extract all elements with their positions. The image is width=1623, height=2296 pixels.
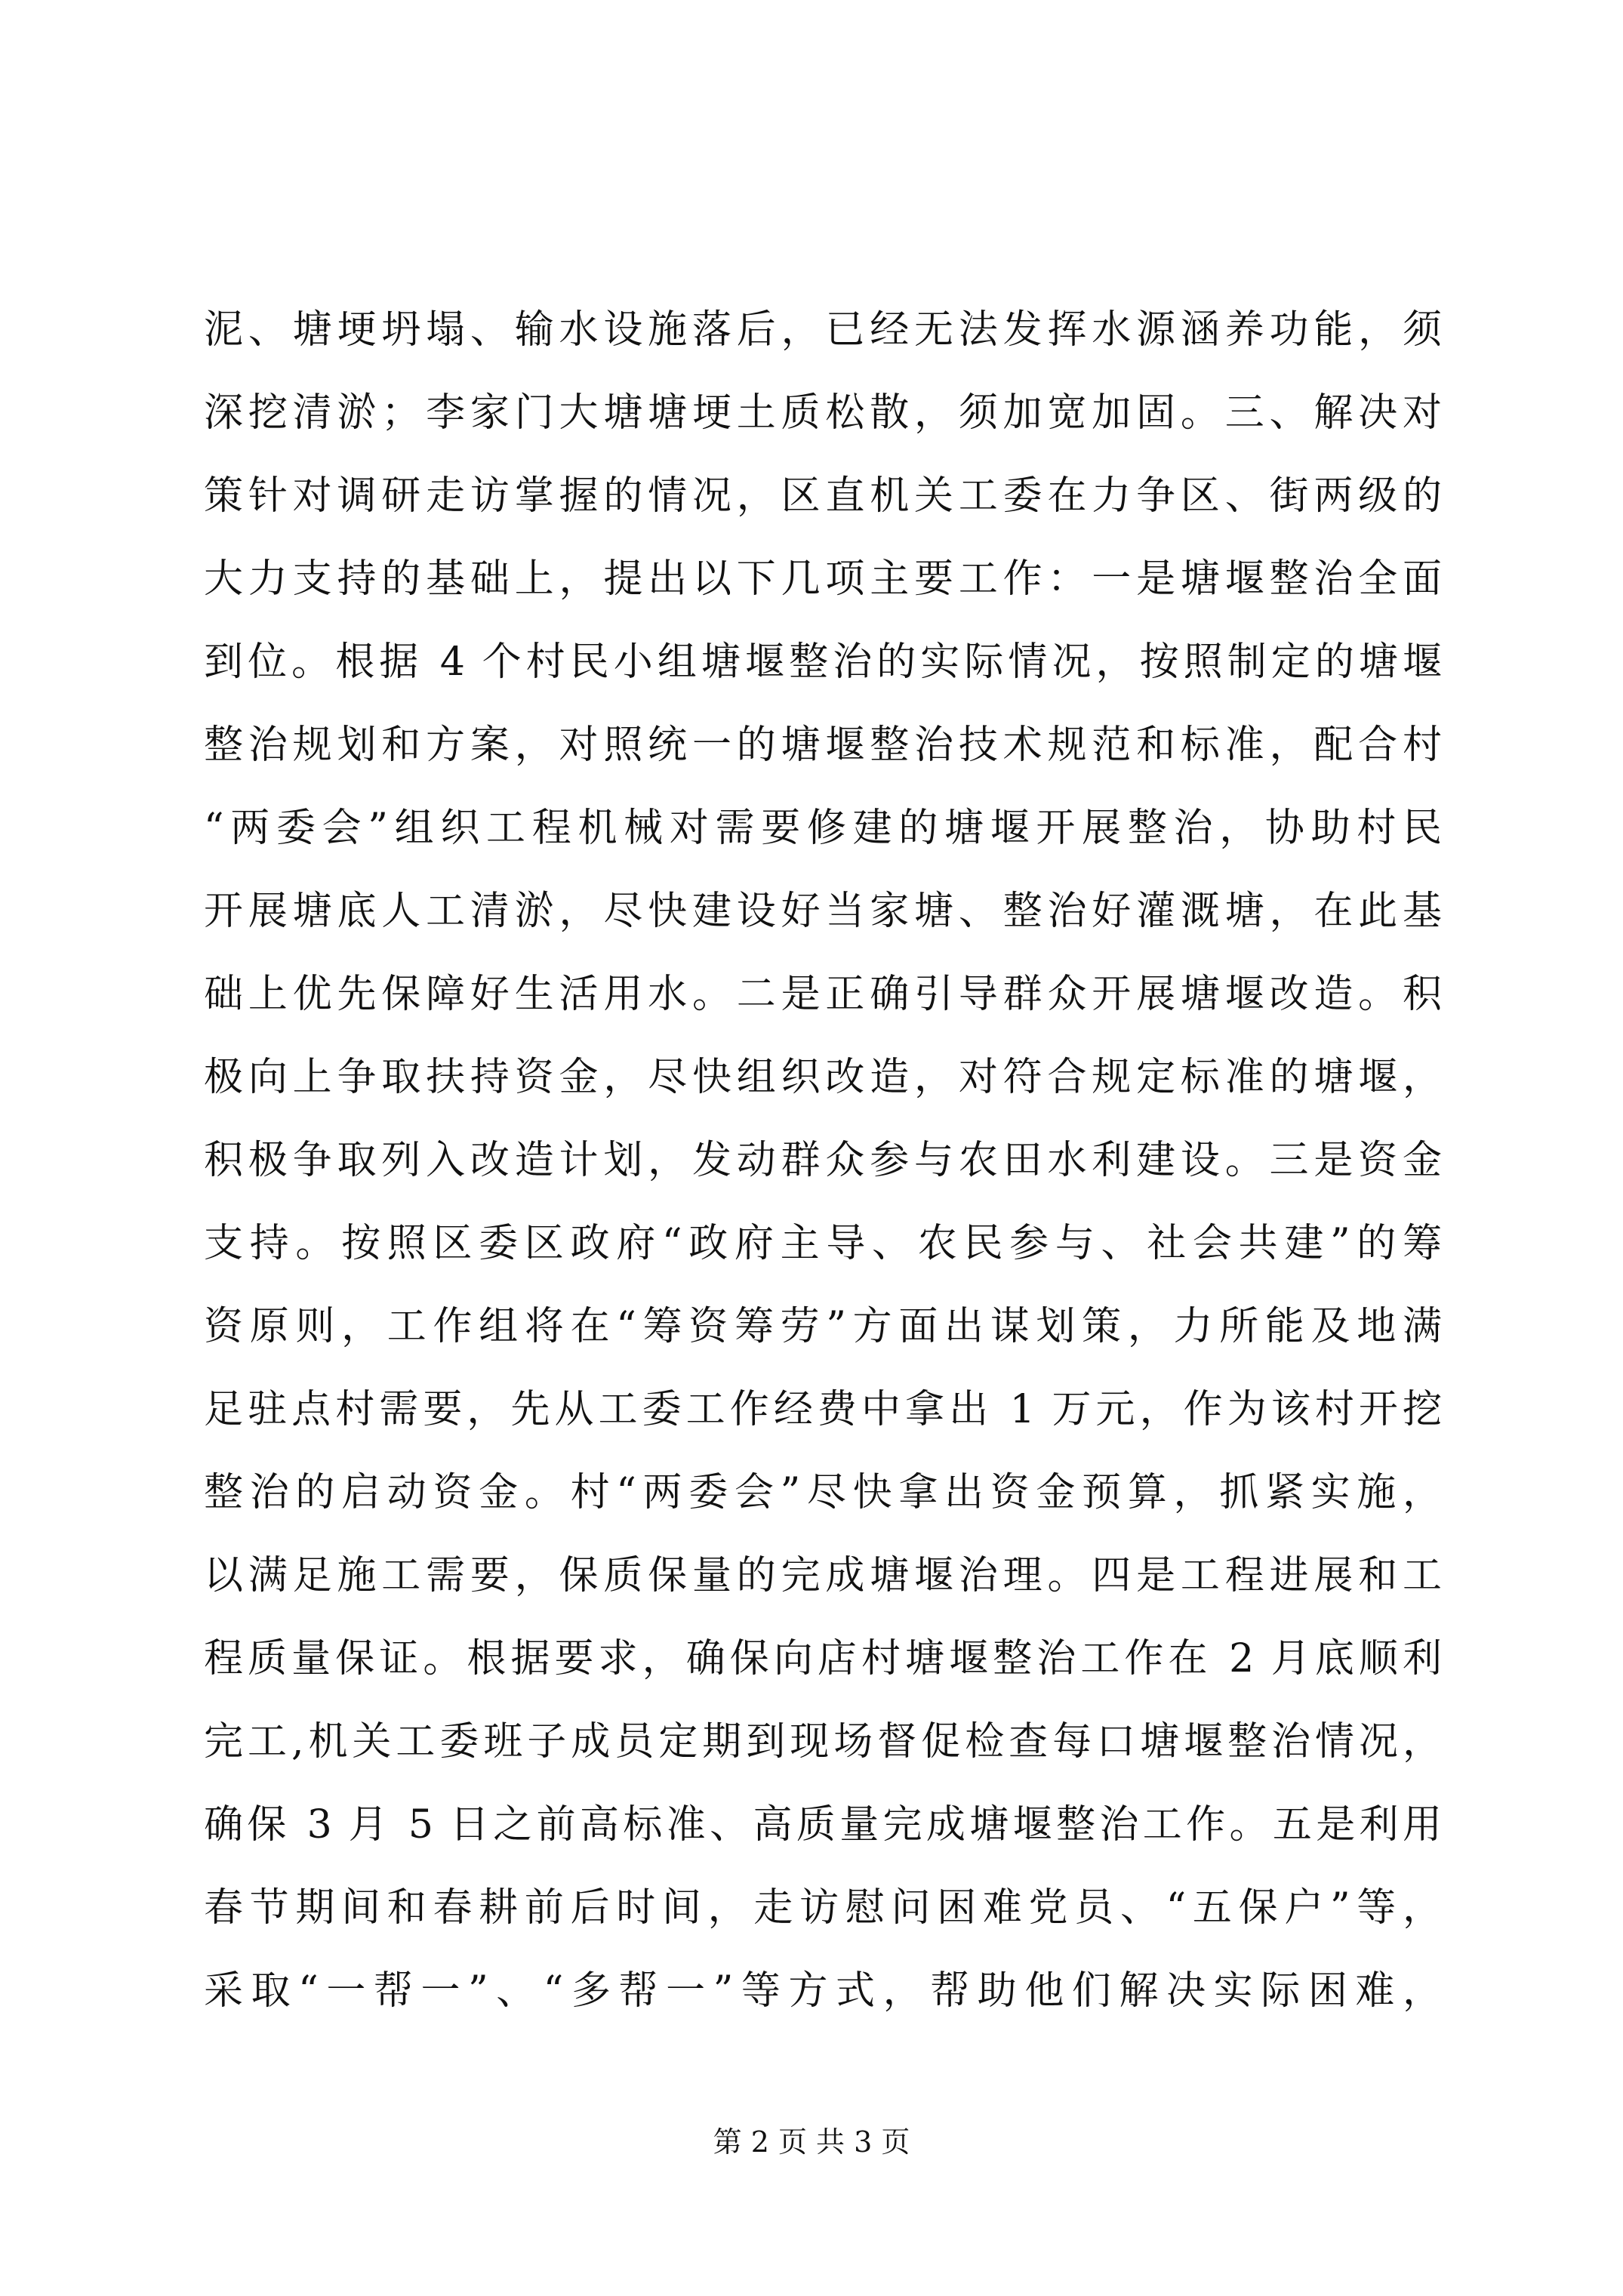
text-line: 深挖清淤；李家门大塘塘埂土质松散，须加宽加固。三、解决对	[204, 390, 1442, 436]
text-line: 大力支持的基础上，提出以下几项主要工作：一是塘堰整治全面	[204, 556, 1442, 602]
text-line: 以满足施工需要，保质保量的完成塘堰治理。四是工程进展和工	[204, 1553, 1442, 1598]
text-line: 积极争取列入改造计划，发动群众参与农田水利建设。三是资金	[204, 1138, 1442, 1183]
text-line: 到位。根据 4 个村民小组塘堰整治的实际情况，按照制定的塘堰	[204, 639, 1442, 685]
text-line: 支持。按照区委区政府“政府主导、农民参与、社会共建”的筹	[204, 1221, 1442, 1266]
text-line: 足驻点村需要，先从工委工作经费中拿出 1 万元，作为该村开挖	[204, 1387, 1442, 1432]
text-line: 程质量保证。根据要求，确保向店村塘堰整治工作在 2 月底顺利	[204, 1636, 1442, 1681]
text-line: 春节期间和春耕前后时间，走访慰问困难党员、“五保户”等，	[204, 1885, 1442, 1931]
text-line: 策针对调研走访掌握的情况，区直机关工委在力争区、街两级的	[204, 473, 1442, 519]
text-line: 确保 3 月 5 日之前高标准、高质量完成塘堰整治工作。五是利用	[204, 1802, 1442, 1848]
text-line: 泥、塘埂坍塌、输水设施落后，已经无法发挥水源涵养功能，须	[204, 307, 1442, 353]
text-line: 资原则，工作组将在“筹资筹劳”方面出谋划策，力所能及地满	[204, 1304, 1442, 1349]
text-line: 极向上争取扶持资金，尽快组织改造，对符合规定标准的塘堰，	[204, 1055, 1442, 1100]
text-line: 整治的启动资金。村“两委会”尽快拿出资金预算，抓紧实施，	[204, 1470, 1442, 1515]
text-line: 开展塘底人工清淤，尽快建设好当家塘、整治好灌溉塘，在此基	[204, 889, 1442, 934]
text-line: “两委会”组织工程机械对需要修建的塘堰开展整治，协助村民	[204, 806, 1442, 851]
text-line: 采取“一帮一”、“多帮一”等方式，帮助他们解决实际困难，	[204, 1968, 1442, 2014]
body-text	[204, 288, 1442, 2032]
text-line: 整治规划和方案，对照统一的塘堰整治技术规范和标准，配合村	[204, 723, 1442, 768]
page-number-footer: 第 2 页 共 3 页	[713, 2125, 910, 2159]
text-line: 础上优先保障好生活用水。二是正确引导群众开展塘堰改造。积	[204, 972, 1442, 1017]
text-line: 完工,机关工委班子成员定期到现场督促检查每口塘堰整治情况，	[204, 1719, 1442, 1764]
